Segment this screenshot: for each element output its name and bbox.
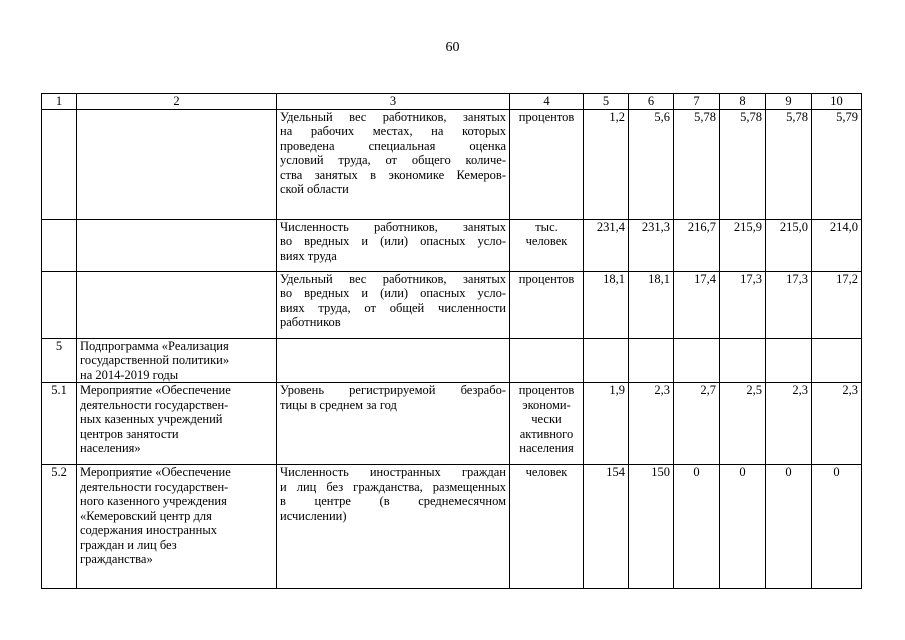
indicator-cell: [277, 338, 510, 383]
program-text-line: Мероприятие «Обеспечение: [80, 465, 231, 479]
value-cell: 215,9: [720, 219, 766, 271]
program-text-line: содержания иностранных: [80, 523, 217, 537]
header-cell: 6: [629, 94, 674, 110]
value-cell: 17,4: [674, 271, 720, 338]
header-cell: 5: [584, 94, 629, 110]
value-cell: 18,1: [584, 271, 629, 338]
unit-text-line: процентов: [518, 383, 575, 397]
indicator-text-line: Удельный вес работников, занятых: [280, 271, 506, 286]
program-text-line: «Кемеровский центр для: [80, 508, 212, 523]
value-cell: [766, 338, 812, 383]
value-cell: 5,78: [766, 109, 812, 219]
indicator-cell: [277, 465, 510, 589]
unit-cell: [510, 465, 584, 589]
value-cell: 154: [584, 465, 629, 589]
row-number: [42, 219, 77, 271]
indicator-text-line: Удельный вес работников, занятых: [280, 109, 506, 124]
table-row: [42, 219, 862, 271]
unit-cell: [510, 109, 584, 219]
unit-cell: [510, 271, 584, 338]
indicator-text-line: ской области: [280, 182, 349, 196]
value-cell: 2,5: [720, 383, 766, 465]
indicator-text-line: Численность иностранных граждан: [280, 465, 506, 479]
indicator-text-line: и лиц без гражданства, размещенных: [280, 479, 506, 494]
row-number: 5.2: [42, 465, 77, 589]
value-cell: 214,0: [812, 219, 862, 271]
indicator-text-line: работников: [280, 315, 341, 329]
value-cell: 5,78: [720, 109, 766, 219]
program-cell: [77, 109, 277, 219]
header-cell: 9: [766, 94, 812, 110]
program-cell: [77, 383, 277, 465]
row-number: 5: [42, 338, 77, 383]
indicator-text-line: проведена специальная оценка: [280, 138, 506, 153]
program-cell: [77, 219, 277, 271]
program-text-line: гражданства»: [80, 552, 153, 566]
program-cell: [77, 465, 277, 589]
value-cell: [674, 338, 720, 383]
table-row: [42, 465, 862, 589]
value-cell: 0: [674, 465, 720, 589]
indicator-cell: [277, 383, 510, 465]
header-cell: 10: [812, 94, 862, 110]
indicator-text-line: во вредных и (или) опасных усло-: [280, 234, 506, 248]
indicator-text-line: условий труда, от общего количе-: [280, 153, 506, 167]
unit-text-line: тыс.: [535, 219, 558, 234]
indicator-text-line: тицы в среднем за год: [280, 397, 397, 412]
value-cell: 2,3: [629, 383, 674, 465]
unit-cell: [510, 383, 584, 465]
unit-text-line: человек: [525, 465, 568, 479]
page-number: 60: [445, 40, 460, 55]
program-text-line: деятельности государствен-: [80, 479, 229, 494]
indicator-text-line: в центре (в среднемесячном: [280, 494, 506, 508]
indicator-text-line: Уровень регистрируемой безрабо-: [280, 383, 506, 397]
program-text-line: деятельности государствен-: [80, 397, 229, 412]
value-cell: 215,0: [766, 219, 812, 271]
value-cell: 1,9: [584, 383, 629, 465]
indicator-text-line: во вредных и (или) опасных усло-: [280, 286, 506, 300]
indicator-text-line: на рабочих местах, на которых: [280, 124, 506, 138]
value-cell: 5,78: [674, 109, 720, 219]
value-cell: 231,4: [584, 219, 629, 271]
program-text-line: на 2014-2019 годы: [80, 367, 179, 382]
header-cell: 8: [720, 94, 766, 110]
table-row: [42, 338, 862, 383]
program-text-line: Мероприятие «Обеспечение: [80, 383, 231, 397]
program-text-line: центров занятости: [80, 426, 179, 441]
program-cell: [77, 338, 277, 383]
header-cell: 1: [42, 94, 77, 110]
value-cell: 0: [766, 465, 812, 589]
unit-cell: [510, 219, 584, 271]
value-cell: 18,1: [629, 271, 674, 338]
value-cell: 17,2: [812, 271, 862, 338]
value-cell: 17,3: [766, 271, 812, 338]
indicator-cell: [277, 109, 510, 219]
unit-text-line: активного: [519, 426, 574, 441]
program-text-line: ного казенного учреждения: [80, 494, 227, 508]
value-cell: [812, 338, 862, 383]
value-cell: 17,3: [720, 271, 766, 338]
program-text-line: граждан и лиц без: [80, 537, 177, 552]
header-cell: 2: [77, 94, 277, 110]
value-cell: 1,2: [584, 109, 629, 219]
header-cell: 7: [674, 94, 720, 110]
row-number: [42, 271, 77, 338]
indicator-text-line: ства занятых в экономике Кемеров-: [280, 167, 506, 182]
indicator-cell: [277, 271, 510, 338]
header-cell: 4: [510, 94, 584, 110]
indicator-text-line: виях труда, от общей численности: [280, 300, 506, 315]
unit-text-line: населения: [519, 441, 574, 455]
value-cell: [720, 338, 766, 383]
value-cell: [629, 338, 674, 383]
value-cell: 150: [629, 465, 674, 589]
value-cell: 231,3: [629, 219, 674, 271]
unit-text-line: процентов: [518, 271, 575, 286]
indicator-text-line: Численность работников, занятых: [280, 219, 506, 234]
value-cell: 2,3: [812, 383, 862, 465]
value-cell: 2,7: [674, 383, 720, 465]
table-row: [42, 383, 862, 465]
unit-text-line: процентов: [518, 109, 575, 124]
value-cell: [584, 338, 629, 383]
value-cell: 0: [720, 465, 766, 589]
unit-text-line: экономи-: [522, 397, 571, 412]
indicator-text-line: исчислении): [280, 508, 347, 523]
unit-text-line: чески: [531, 412, 562, 426]
table-header-row: [42, 94, 862, 110]
row-number: [42, 109, 77, 219]
indicators-table: [41, 93, 862, 589]
program-text-line: Подпрограмма «Реализация: [80, 338, 229, 353]
unit-cell: [510, 338, 584, 383]
indicator-text-line: виях труда: [280, 248, 337, 263]
header-cell: 3: [277, 94, 510, 110]
table-row: [42, 109, 862, 219]
value-cell: 0: [812, 465, 862, 589]
value-cell: 5,79: [812, 109, 862, 219]
value-cell: 5,6: [629, 109, 674, 219]
program-text-line: государственной политики»: [80, 353, 230, 367]
program-cell: [77, 271, 277, 338]
program-text-line: населения»: [80, 441, 141, 455]
table-row: [42, 271, 862, 338]
value-cell: 216,7: [674, 219, 720, 271]
unit-text-line: человек: [525, 234, 568, 248]
program-text-line: ных казенных учреждений: [80, 412, 223, 426]
row-number: 5.1: [42, 383, 77, 465]
indicator-cell: [277, 219, 510, 271]
value-cell: 2,3: [766, 383, 812, 465]
